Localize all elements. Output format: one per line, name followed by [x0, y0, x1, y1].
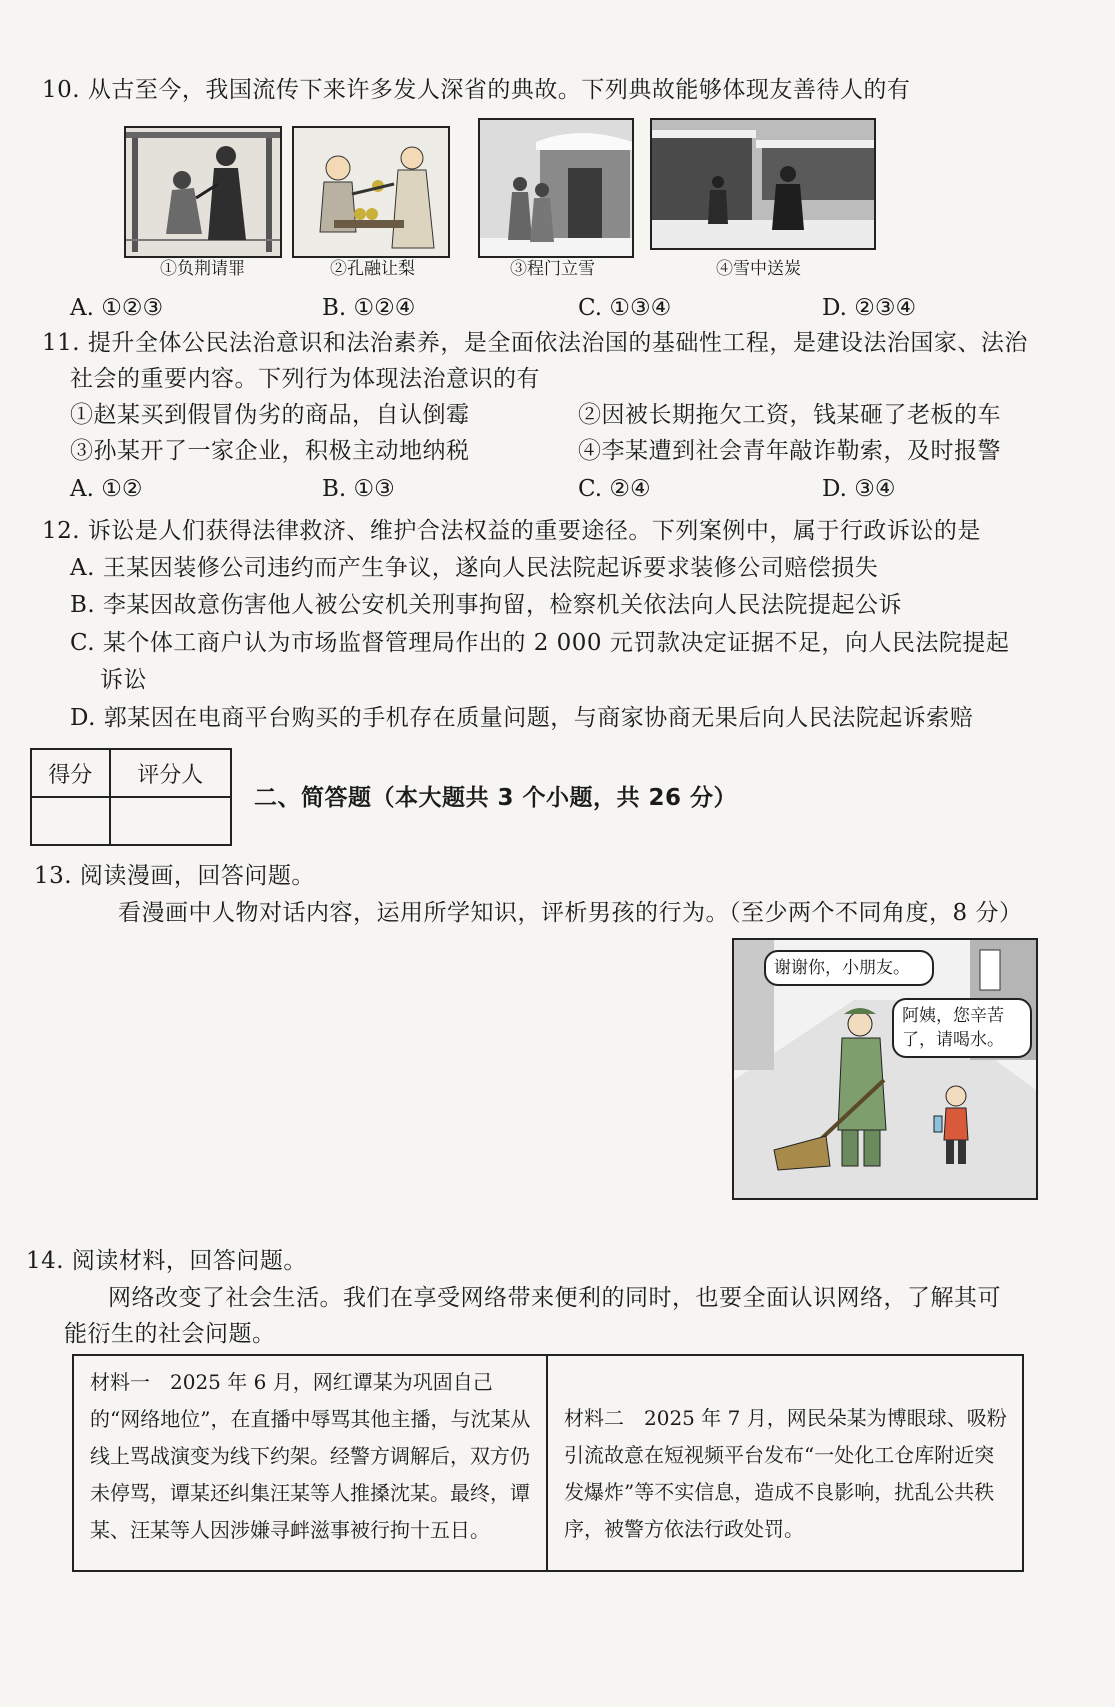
q11-item-1: ①赵某买到假冒伪劣的商品，自认倒霉: [70, 402, 470, 428]
q14-stem: 14. 阅读材料，回答问题。: [26, 1248, 307, 1274]
boy-speech-bubble: 阿姨，您辛苦了，请喝水。: [892, 998, 1032, 1058]
score-cell[interactable]: [31, 797, 110, 845]
q10-caption-2: ②孔融让梨: [330, 259, 415, 279]
q11-option-c: C. ②④: [578, 476, 651, 502]
q13-task: 看漫画中人物对话内容，运用所学知识，评析男孩的行为。（至少两个不同角度，8 分）: [118, 900, 1023, 926]
q11-option-d: D. ③④: [822, 476, 896, 502]
q10-option-b: B. ①②④: [322, 295, 416, 321]
q12-stem: 12. 诉讼是人们获得法律救济、维护合法权益的重要途径。下列案例中，属于行政诉讼的是: [42, 518, 981, 544]
score-header: 得分: [31, 749, 110, 797]
sending-charcoal-illustration-icon: [652, 120, 874, 248]
q12-option-d: D. 郭某因在电商平台购买的手机存在质量问题，与商家协商无果后向人民法院起诉索赔: [70, 705, 974, 731]
q11-option-a: A. ①②: [70, 476, 143, 502]
q11-item-4: ④李某遭到社会青年敲诈勒索，及时报警: [578, 438, 1001, 464]
q10-image-4: [650, 118, 876, 250]
q10-caption-1: ①负荆请罪: [160, 259, 245, 279]
material-2: 材料二 2025 年 7 月，网民朵某为博眼球、吸粉引流故意在短视频平台发布“一处化工仓库附近突发爆炸”等不实信息，造成不良影响，扰乱公共秩序，被警方依法行政处罚。: [564, 1406, 1007, 1541]
grader-header: 评分人: [110, 749, 231, 797]
sharing-pears-illustration-icon: [294, 128, 448, 256]
q12-option-c: C. 某个体工商户认为市场监督管理局作出的 2 000 元罚款决定证据不足，向人民法院提起: [70, 630, 1010, 656]
q11-stem-line2: 社会的重要内容。下列行为体现法治意识的有: [70, 366, 540, 392]
worker-speech-bubble: 谢谢你，小朋友。: [764, 950, 934, 986]
q12-option-a: A. 王某因装修公司违约而产生争议，遂向人民法院起诉要求装修公司赔偿损失: [70, 555, 879, 581]
section2-title: 二、简答题（本大题共 3 个小题，共 26 分）: [254, 785, 738, 811]
q11-item-2: ②因被长期拖欠工资，钱某砸了老板的车: [578, 402, 1001, 428]
q10-image-1: [124, 126, 282, 258]
q10-image-3: [478, 118, 634, 258]
material-1: 材料一 2025 年 6 月，网红谭某为巩固自己的“网络地位”，在直播中辱骂其他主播，与沈某从线上骂战演变为线下约架。经警方调解后，双方仍未停骂，谭某还纠集汪某等人推搡沈某。最终，谭某、汪某等人因涉嫌寻衅滋事被行拘十五日。: [90, 1370, 531, 1542]
q10-image-2: [292, 126, 450, 258]
q10-option-a: A. ①②③: [70, 295, 164, 321]
q13-stem: 13. 阅读漫画，回答问题。: [34, 863, 315, 889]
materials-box: [72, 1354, 1024, 1572]
materials-divider: [546, 1356, 548, 1570]
q10-caption-3: ③程门立雪: [510, 259, 595, 279]
q11-item-3: ③孙某开了一家企业，积极主动地纳税: [70, 438, 470, 464]
q11-option-b: B. ①③: [322, 476, 395, 502]
q14-intro-line2: 能衍生的社会问题。: [64, 1321, 276, 1347]
standing-in-snow-illustration-icon: [480, 120, 632, 256]
kneeling-apology-illustration-icon: [126, 128, 280, 256]
score-table: [30, 748, 232, 846]
q10-option-d: D. ②③④: [822, 295, 917, 321]
q11-stem-line1: 11. 提升全体公民法治意识和法治素养，是全面依法治国的基础性工程，是建设法治国家、法治: [42, 330, 1028, 356]
q10-caption-4: ④雪中送炭: [716, 259, 801, 279]
grader-cell[interactable]: [110, 797, 231, 845]
q14-intro-line1: 网络改变了社会生活。我们在享受网络带来便利的同时，也要全面认识网络，了解其可: [108, 1285, 1001, 1311]
q10-option-c: C. ①③④: [578, 295, 672, 321]
q12-option-c-cont: 诉讼: [100, 667, 147, 693]
q13-comic: [732, 938, 1038, 1200]
q12-option-b: B. 李某因故意伤害他人被公安机关刑事拘留，检察机关依法向人民法院提起公诉: [70, 592, 903, 618]
q10-stem: 10. 从古至今，我国流传下来许多发人深省的典故。下列典故能够体现友善待人的有: [42, 77, 911, 103]
